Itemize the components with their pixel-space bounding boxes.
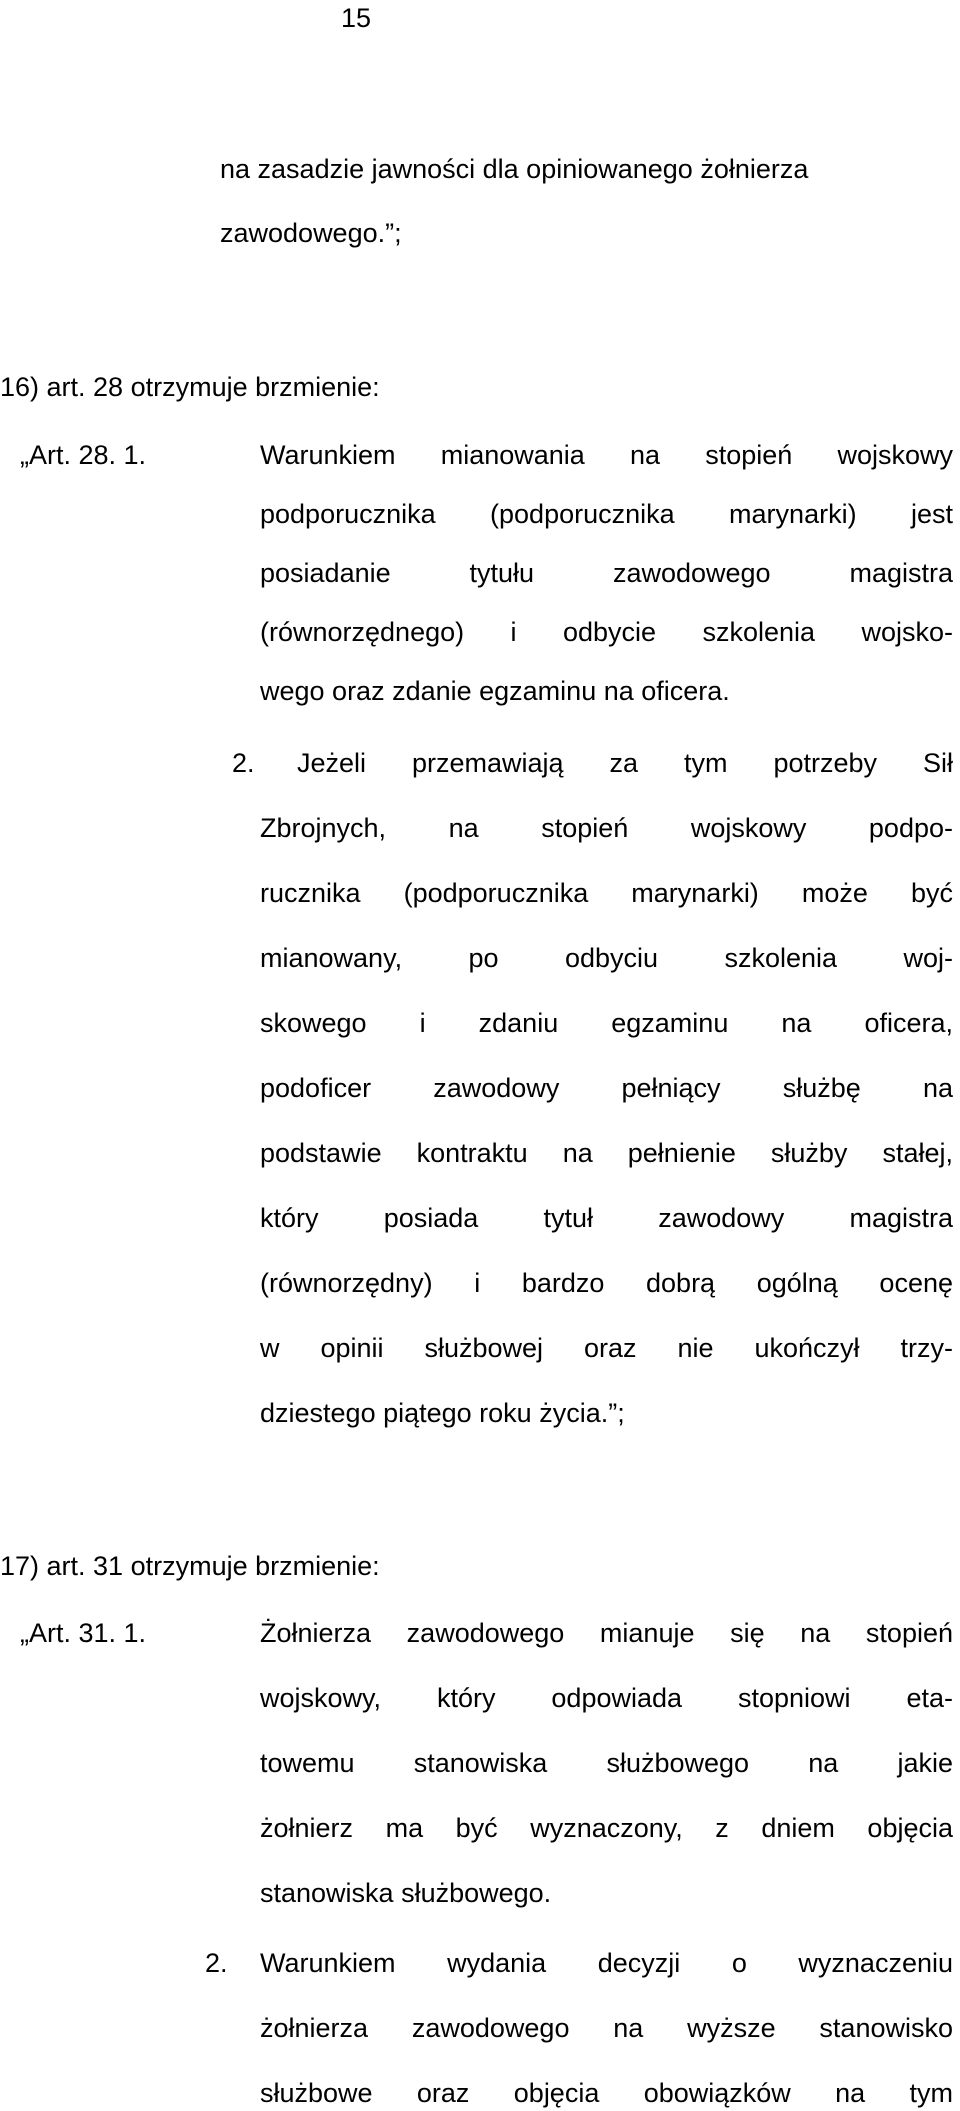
- item16-para2-line: podstawie kontraktu na pełnienie służby stałej,: [260, 1138, 953, 1168]
- item17-para2-line: żołnierza zawodowego na wyższe stanowisko: [260, 2013, 953, 2043]
- intro-line: na zasadzie jawności dla opiniowanego żołnierza: [220, 154, 809, 184]
- item16-para1-line: wego oraz zdanie egzaminu na oficera.: [260, 676, 730, 706]
- item17-para2-line: służbowe oraz objęcia obowiązków na tym: [260, 2078, 953, 2108]
- item16-para2-line: Zbrojnych, na stopień wojskowy podpo-: [260, 813, 953, 843]
- item16-para2-line: rucznika (podporucznika marynarki) może być: [260, 878, 953, 908]
- item16-para2-line: skowego i zdaniu egzaminu na oficera,: [260, 1008, 953, 1038]
- item16-para2-line: Jeżeli przemawiają za tym potrzeby Sił: [297, 748, 953, 778]
- item17-heading: 17) art. 31 otrzymuje brzmienie:: [0, 1551, 380, 1581]
- item16-para2-line: dziestego piątego roku życia.”;: [260, 1398, 625, 1428]
- item16-para2-line: (równorzędny) i bardzo dobrą ogólną ocenę: [260, 1268, 953, 1298]
- item16-para2-line: mianowany, po odbyciu szkolenia woj-: [260, 943, 953, 973]
- item17-para2-number: 2.: [205, 1948, 228, 1978]
- item17-para2-line: Warunkiem wydania decyzji o wyznaczeniu: [260, 1948, 953, 1978]
- item17-para1-line: wojskowy, który odpowiada stopniowi eta-: [260, 1683, 953, 1713]
- item16-para1-line: posiadanie tytułu zawodowego magistra: [260, 558, 953, 588]
- item16-para1-line: Warunkiem mianowania na stopień wojskowy: [260, 440, 953, 470]
- item17-para1-line: Żołnierza zawodowego mianuje się na stopień: [260, 1618, 953, 1648]
- item17-para1-line: stanowiska służbowego.: [260, 1878, 552, 1908]
- item17-para1-line: towemu stanowiska służbowego na jakie: [260, 1748, 953, 1778]
- item16-para2-number: 2.: [232, 748, 255, 778]
- page-number: 15: [341, 3, 372, 33]
- intro-line: zawodowego.”;: [220, 218, 402, 248]
- item16-art-label: „Art. 28. 1.: [20, 440, 147, 470]
- item16-para2-line: który posiada tytuł zawodowy magistra: [260, 1203, 953, 1233]
- item16-para2-line: podoficer zawodowy pełniący służbę na: [260, 1073, 953, 1103]
- item16-para1-line: podporucznika (podporucznika marynarki) jest: [260, 499, 953, 529]
- item16-heading: 16) art. 28 otrzymuje brzmienie:: [0, 372, 380, 402]
- item16-para1-line: (równorzędnego) i odbycie szkolenia wojsko-: [260, 617, 953, 647]
- item17-art-label: „Art. 31. 1.: [20, 1618, 147, 1648]
- item16-para2-line: w opinii służbowej oraz nie ukończył trzy-: [260, 1333, 953, 1363]
- item17-para1-line: żołnierz ma być wyznaczony, z dniem objęcia: [260, 1813, 953, 1843]
